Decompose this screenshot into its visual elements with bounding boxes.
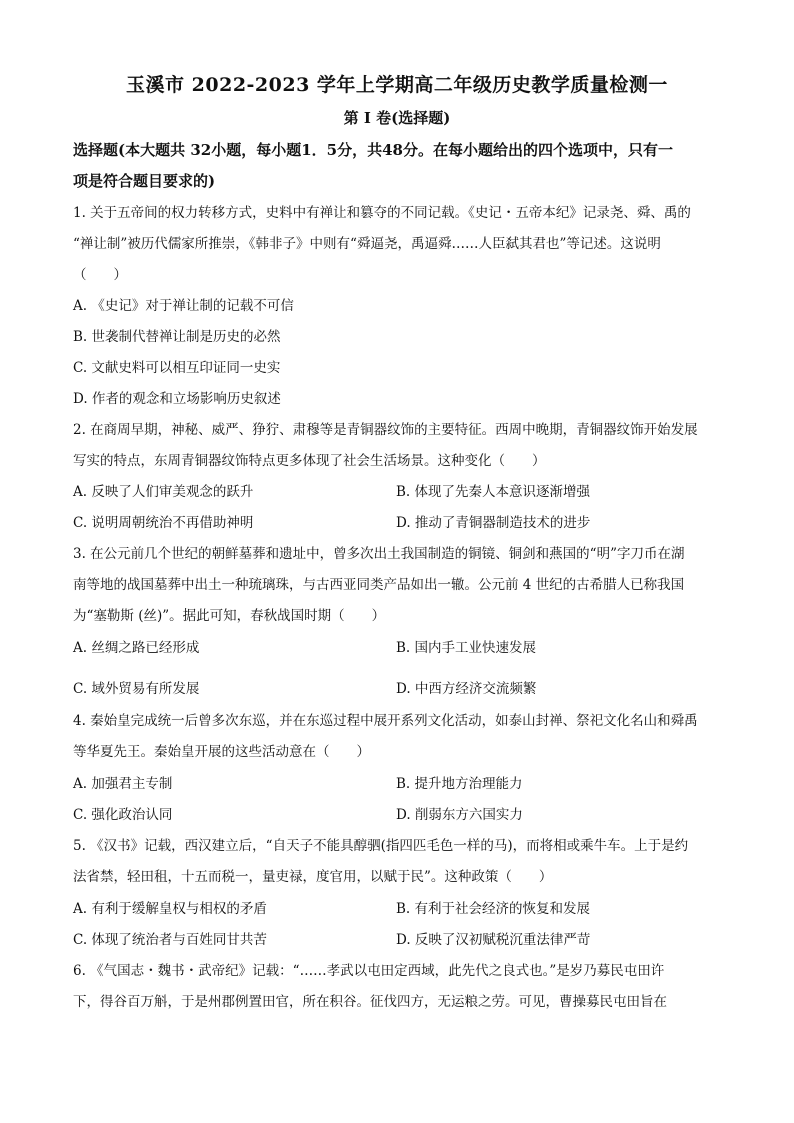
question-1-option-b: B. 世袭制代替禅让制是历史的必然	[73, 329, 281, 345]
question-2-line-2: 写实的特点，东周青铜器纹饰特点更多体现了社会生活场景。这种变化（ ）	[73, 453, 546, 469]
question-5-line-1: 5. 《汉书》记载，西汉建立后，“自天子不能具醇驷(指四匹毛色一样的马)，而将相或乘牛车。上于是约	[73, 838, 689, 854]
question-5-option-d: D. 反映了汉初赋税沉重法律严苛	[396, 932, 591, 948]
question-2-option-d: D. 推动了青铜器制造技术的进步	[396, 515, 591, 531]
question-4-option-c: C. 强化政治认同	[73, 807, 173, 823]
question-6-line-1: 6. 《气国志・魏书・武帝纪》记载：“……孝武以屯田定西域，此先代之良式也。”是岁乃募民屯田许	[73, 963, 665, 979]
question-3-option-b: B. 国内手工业快速发展	[396, 640, 537, 656]
section-subtitle: 第 I 卷(选择题)	[343, 109, 451, 127]
question-4-line-2: 等华夏先王。秦始皇开展的这些活动意在（ ）	[73, 744, 370, 760]
question-5-line-2: 法省禁，轻田租，十五而税一，量吏禄，度官用，以赋于民”。这种政策（ ）	[73, 869, 553, 885]
question-1-option-c: C. 文献史料可以相互印证同一史实	[73, 360, 281, 376]
instructions-line-1: 选择题(本大题共 32小题，每小题1．5分，共48分。在每小题给出的四个选项中，只有一	[73, 141, 673, 159]
question-1-option-a: A. 《史记》对于禅让制的记载不可信	[73, 298, 294, 314]
question-1-line-1: 1. 关于五帝间的权力转移方式，史料中有禅让和篡夺的不同记载。《史记・五帝本纪》记录尧、舜、禹的	[73, 205, 691, 221]
question-4-option-d: D. 削弱东方六国实力	[396, 807, 523, 823]
question-4-option-b: B. 提升地方治理能力	[396, 776, 523, 792]
question-4-option-a: A. 加强君主专制	[73, 776, 173, 792]
question-5-option-b: B. 有利于社会经济的恢复和发展	[396, 901, 591, 917]
question-5-option-c: C. 体现了统治者与百姓同甘共苦	[73, 932, 267, 948]
question-2-option-b: B. 体现了先秦人本意识逐渐增强	[396, 484, 591, 500]
question-3-line-2: 南等地的战国墓葬中出土一种琉璃珠，与古西亚同类产品如出一辙。公元前 4 世纪的古希腊人已称我国	[73, 577, 685, 593]
question-5-option-a: A. 有利于缓解皇权与相权的矛盾	[73, 901, 267, 917]
question-4-line-1: 4. 秦始皇完成统一后曾多次东巡，并在东巡过程中展开系列文化活动，如泰山封禅、祭祀文化名山和舜禹	[73, 713, 698, 729]
question-3-option-d: D. 中西方经济交流频繁	[396, 681, 537, 697]
question-6-line-2: 下，得谷百万斛，于是州郡例置田官，所在积谷。征伐四方，无运粮之劳。可见，曹操募民屯田旨在	[73, 994, 667, 1010]
question-3-line-3: 为“塞勒斯 (丝)”。据此可知，春秋战国时期（ ）	[73, 608, 386, 624]
question-2-option-c: C. 说明周朝统治不再借助神明	[73, 515, 254, 531]
question-2-line-1: 2. 在商周早期，神秘、威严、狰狞、肃穆等是青铜器纹饰的主要特征。西周中晚期，青铜器纹饰开始发展	[73, 422, 698, 438]
question-3-option-a: A. 丝绸之路已经形成	[73, 640, 200, 656]
question-1-line-2: “禅让制”被历代儒家所推崇，《韩非子》中则有“舜逼尧，禹逼舜……人臣弑其君也”等记述。这说明	[73, 236, 661, 252]
question-2-option-a: A. 反映了人们审美观念的跃升	[73, 484, 254, 500]
question-3-option-c: C. 域外贸易有所发展	[73, 681, 200, 697]
question-1-option-d: D. 作者的观念和立场影响历史叙述	[73, 391, 281, 407]
page-title: 玉溪市 2022-2023 学年上学期高二年级历史教学质量检测一	[126, 74, 668, 96]
question-1-line-3: （ ）	[73, 267, 127, 283]
instructions-line-2: 项是符合题目要求的)	[73, 172, 216, 190]
question-3-line-1: 3. 在公元前几个世纪的朝鲜墓葬和遗址中，曾多次出土我国制造的铜镜、铜剑和燕国的“明”字刀币在湖	[73, 546, 685, 562]
